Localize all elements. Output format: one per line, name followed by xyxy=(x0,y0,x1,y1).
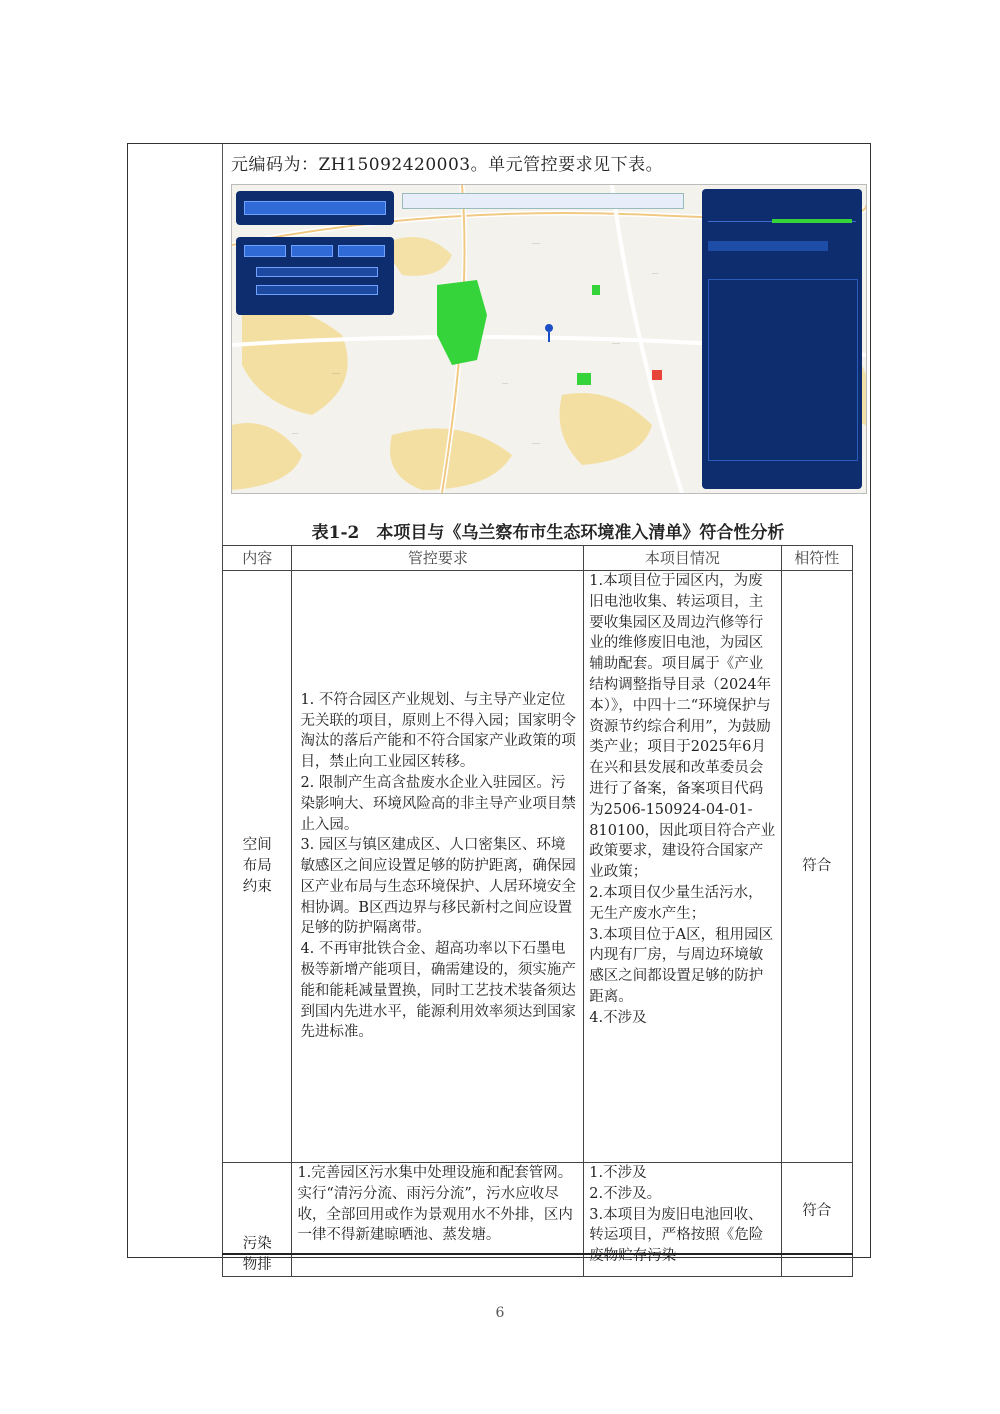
compliance-table xyxy=(222,545,853,1277)
map-top-panel xyxy=(236,191,394,225)
svg-text:····: ···· xyxy=(612,341,620,347)
row-compliance: 符合 xyxy=(781,1163,852,1277)
map-info-panel xyxy=(702,189,862,489)
page-number: 6 xyxy=(495,1305,505,1321)
table-title: 表1-2 本项目与《乌兰察布市生态环境准入清单》符合性分析 xyxy=(311,523,785,543)
svg-text:····: ···· xyxy=(332,371,340,377)
row-requirements: 1.完善园区污水集中处理设施和配套管网。实行“清污分流、雨污分流”，污水应收尽收，全部回用或作为景观用水不外排，区内一律不得新建晾晒池、蒸发塘。 xyxy=(292,1163,584,1277)
row-compliance: 符合 xyxy=(781,571,852,1163)
header-content: 内容 xyxy=(223,546,292,571)
row-situation: 1.本项目位于园区内，为废旧电池收集、转运项目，主要收集园区及周边汽修等行业的维修废旧电池，为园区辅助配套。项目属于《产业结构调整指导目录（2024年本）》，中四十二“环境保护与资源节约综合利用”，为鼓励类产业；项目于2025年6月在兴和县发展和改革委员会进行了备案，备案项目代码为2506-150924-04-01-810100，因此项目符合产业政策要求，建设符合国家产业政策； 2.本项目仅少量生活污水，无生产废水产生； 3.本项目位于A区，租用园区内现有厂房，与周边环境敏感区之间都设置足够的防护距离。 4.不涉及 xyxy=(584,571,781,1163)
svg-text:···: ··· xyxy=(502,381,508,387)
map-screenshot xyxy=(231,184,867,494)
header-situation: 本项目情况 xyxy=(584,546,781,571)
map-query-panel xyxy=(236,237,394,315)
row-situation: 1.不涉及 2.不涉及。 3.本项目为废旧电池回收、转运项目，严格按照《危险废物贮存污染 xyxy=(584,1163,781,1277)
row-category: 空间布局约束 xyxy=(223,571,292,1163)
left-column-line xyxy=(128,144,223,1257)
table-row xyxy=(223,1163,853,1277)
map-search-bar[interactable] xyxy=(402,193,684,209)
svg-text:····: ···· xyxy=(532,241,540,247)
bottom-rule xyxy=(222,1253,853,1255)
svg-text:···: ··· xyxy=(652,271,658,277)
row-category: 污染物排 xyxy=(223,1163,292,1277)
table-header-row xyxy=(223,546,853,571)
svg-text:····: ···· xyxy=(532,441,540,447)
intro-text: 元编码为：ZH15092420003。单元管控要求见下表。 xyxy=(231,155,664,175)
header-compliance: 相符性 xyxy=(781,546,852,571)
table-row xyxy=(223,571,853,1163)
header-requirement: 管控要求 xyxy=(292,546,584,571)
row-requirements: 1. 不符合园区产业规划、与主导产业定位无关联的项目，原则上不得入园；国家明令淘汰的落后产能和不符合国家产业政策的项目，禁止向工业园区转移。 2. 限制产生高含盐废水企业入驻园区。污染影响大、环境风险高的非主导产业项目禁止入园。 3. 园区与镇区建成区、人口密集区、环境敏感区之间应设置足够的防护距离，确保园区产业布局与生态环境保护、人居环境安全相协调。B区西边界与移民新村之间应设置足够的防护隔离带。 4. 不再审批铁合金、超高功率以下石墨电极等新增产能项目，确需建设的，须实施产能和能耗减量置换，同时工艺技术装备须达到国内先进水平，能源利用效率须达到国家先进标准。 xyxy=(292,571,584,1163)
svg-text:···: ··· xyxy=(292,431,298,437)
